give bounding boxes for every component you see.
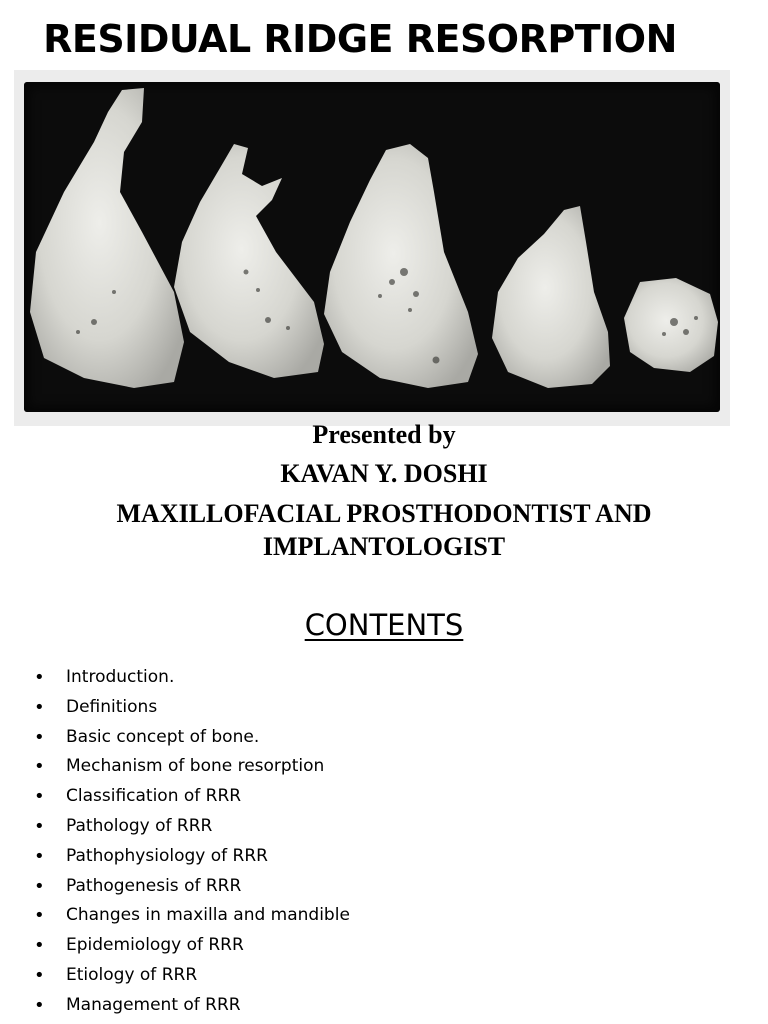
bullet-icon: • xyxy=(34,667,45,688)
presenter-name: KAVAN Y. DOSHI xyxy=(280,459,488,488)
list-item-text: Management of RRR xyxy=(66,994,241,1015)
bone-specimen-3 xyxy=(324,144,478,388)
bone-specimen-5 xyxy=(624,278,718,372)
bone-specimen-4 xyxy=(492,206,610,388)
bullet-icon: • xyxy=(34,815,45,837)
bullet-icon: • xyxy=(34,994,45,1016)
bone-specimens-photo xyxy=(24,82,720,412)
bullet-icon: • xyxy=(34,875,45,897)
presented-by-label: Presented by xyxy=(312,420,456,449)
list-item-text: Classification of RRR xyxy=(66,786,242,807)
list-item-text: Changes in maxilla and mandible xyxy=(66,905,350,926)
list-item-text: Epidemiology of RRR xyxy=(66,935,244,956)
presenter-role: MAXILLOFACIAL PROSTHODONTIST AND IMPLANTOLOGIST xyxy=(116,499,652,561)
bullet-icon: • xyxy=(34,756,45,778)
bullet-icon: • xyxy=(34,696,45,718)
list-item-text: Introduction. xyxy=(66,667,175,687)
bullet-icon: • xyxy=(34,786,45,808)
bone-specimens-illustration xyxy=(24,82,720,412)
bullet-icon: • xyxy=(34,845,45,867)
list-item-text: Pathogenesis of RRR xyxy=(66,875,242,896)
list-item-text: Basic concept of bone. xyxy=(66,726,260,747)
bone-specimens-photo-frame xyxy=(14,70,730,426)
list-item-text: Definitions xyxy=(66,696,158,717)
bullet-icon: • xyxy=(34,905,45,927)
bullet-icon: • xyxy=(34,964,45,986)
slide-title: RESIDUAL RIDGE RESORPTION xyxy=(43,17,677,61)
contents-heading: CONTENTS xyxy=(304,608,464,642)
list-item-text: Etiology of RRR xyxy=(66,964,198,985)
bullet-icon: • xyxy=(34,726,45,748)
bone-specimen-2 xyxy=(174,144,324,378)
list-item-text: Pathophysiology of RRR xyxy=(66,845,268,866)
bullet-icon: • xyxy=(34,935,45,957)
bone-specimen-1 xyxy=(30,88,184,388)
list-item-text: Pathology of RRR xyxy=(66,815,213,836)
list-item-text: Mechanism of bone resorption xyxy=(66,756,325,777)
